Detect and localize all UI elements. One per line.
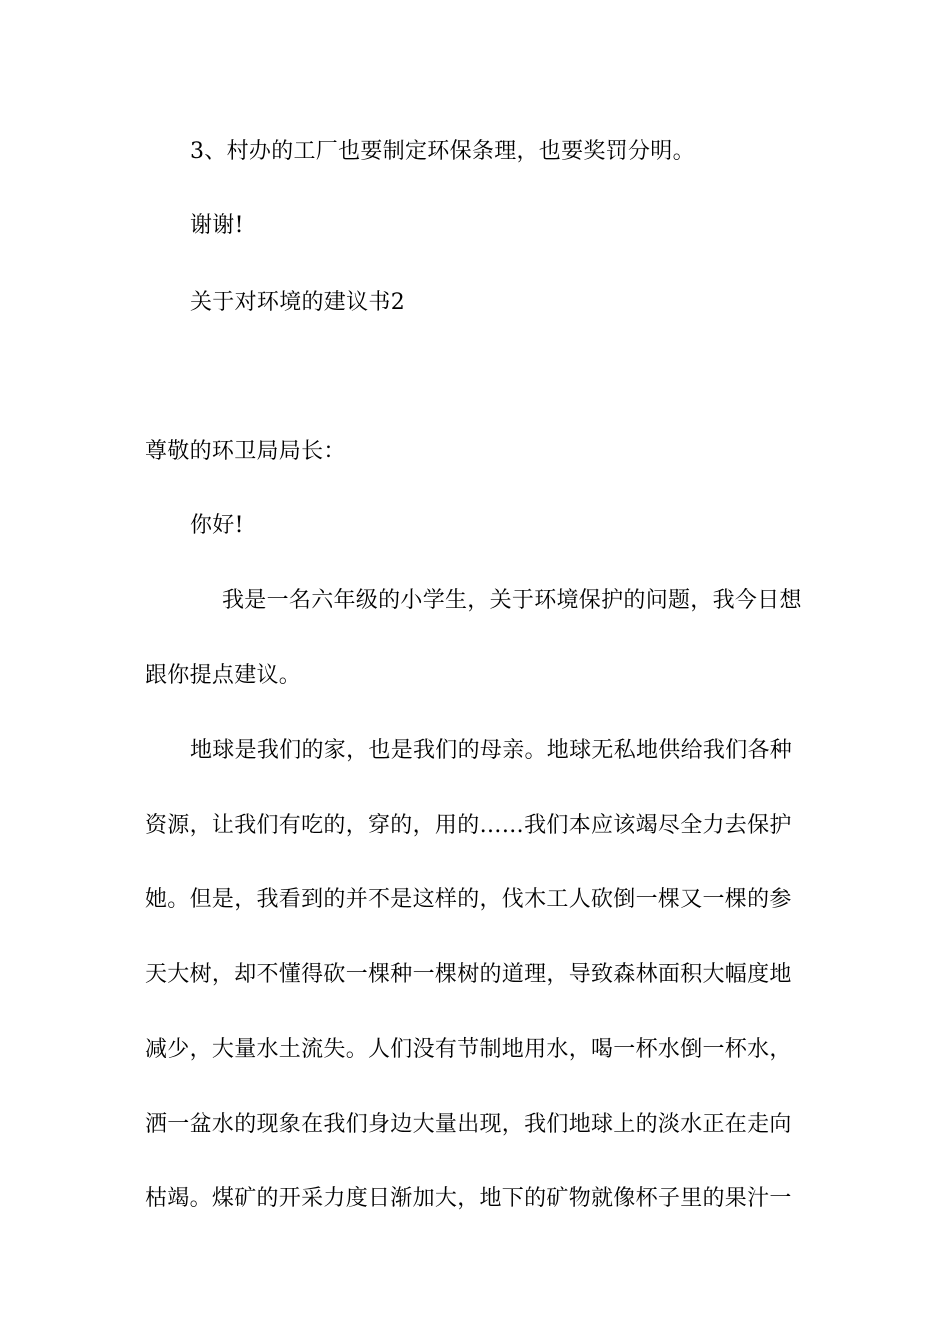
salutation: 尊敬的环卫局局长： <box>145 439 346 464</box>
paragraph-line: 减少，大量水土流失。人们没有节制地用水，喝一杯水倒一杯水， <box>145 1037 792 1062</box>
paragraph-item-3: 3、村办的工厂也要制定环保条理，也要奖罚分明。 <box>190 139 695 164</box>
paragraph-line: 天大树，却不懂得砍一棵种一棵树的道理，导致森林面积大幅度地 <box>145 962 792 987</box>
paragraph-line: 她。但是，我看到的并不是这样的，伐木工人砍倒一棵又一棵的参 <box>145 887 792 912</box>
thanks-line: 谢谢! <box>190 213 244 238</box>
paragraph-line: 枯竭。煤矿的开采力度日渐加大，地下的矿物就像杯子里的果汁一 <box>145 1186 792 1211</box>
paragraph-line: 跟你提点建议。 <box>145 663 302 688</box>
greeting: 你好! <box>190 513 244 538</box>
paragraph-line: 我是一名六年级的小学生，关于环境保护的问题，我今日想 <box>222 588 802 613</box>
paragraph-line: 资源，让我们有吃的，穿的，用的……我们本应该竭尽全力去保护 <box>145 813 792 838</box>
paragraph-line: 地球是我们的家，也是我们的母亲。地球无私地供给我们各种 <box>190 738 793 763</box>
section-title: 关于对环境的建议书2 <box>190 290 405 315</box>
paragraph-line: 洒一盆水的现象在我们身边大量出现，我们地球上的淡水正在走向 <box>145 1112 792 1137</box>
